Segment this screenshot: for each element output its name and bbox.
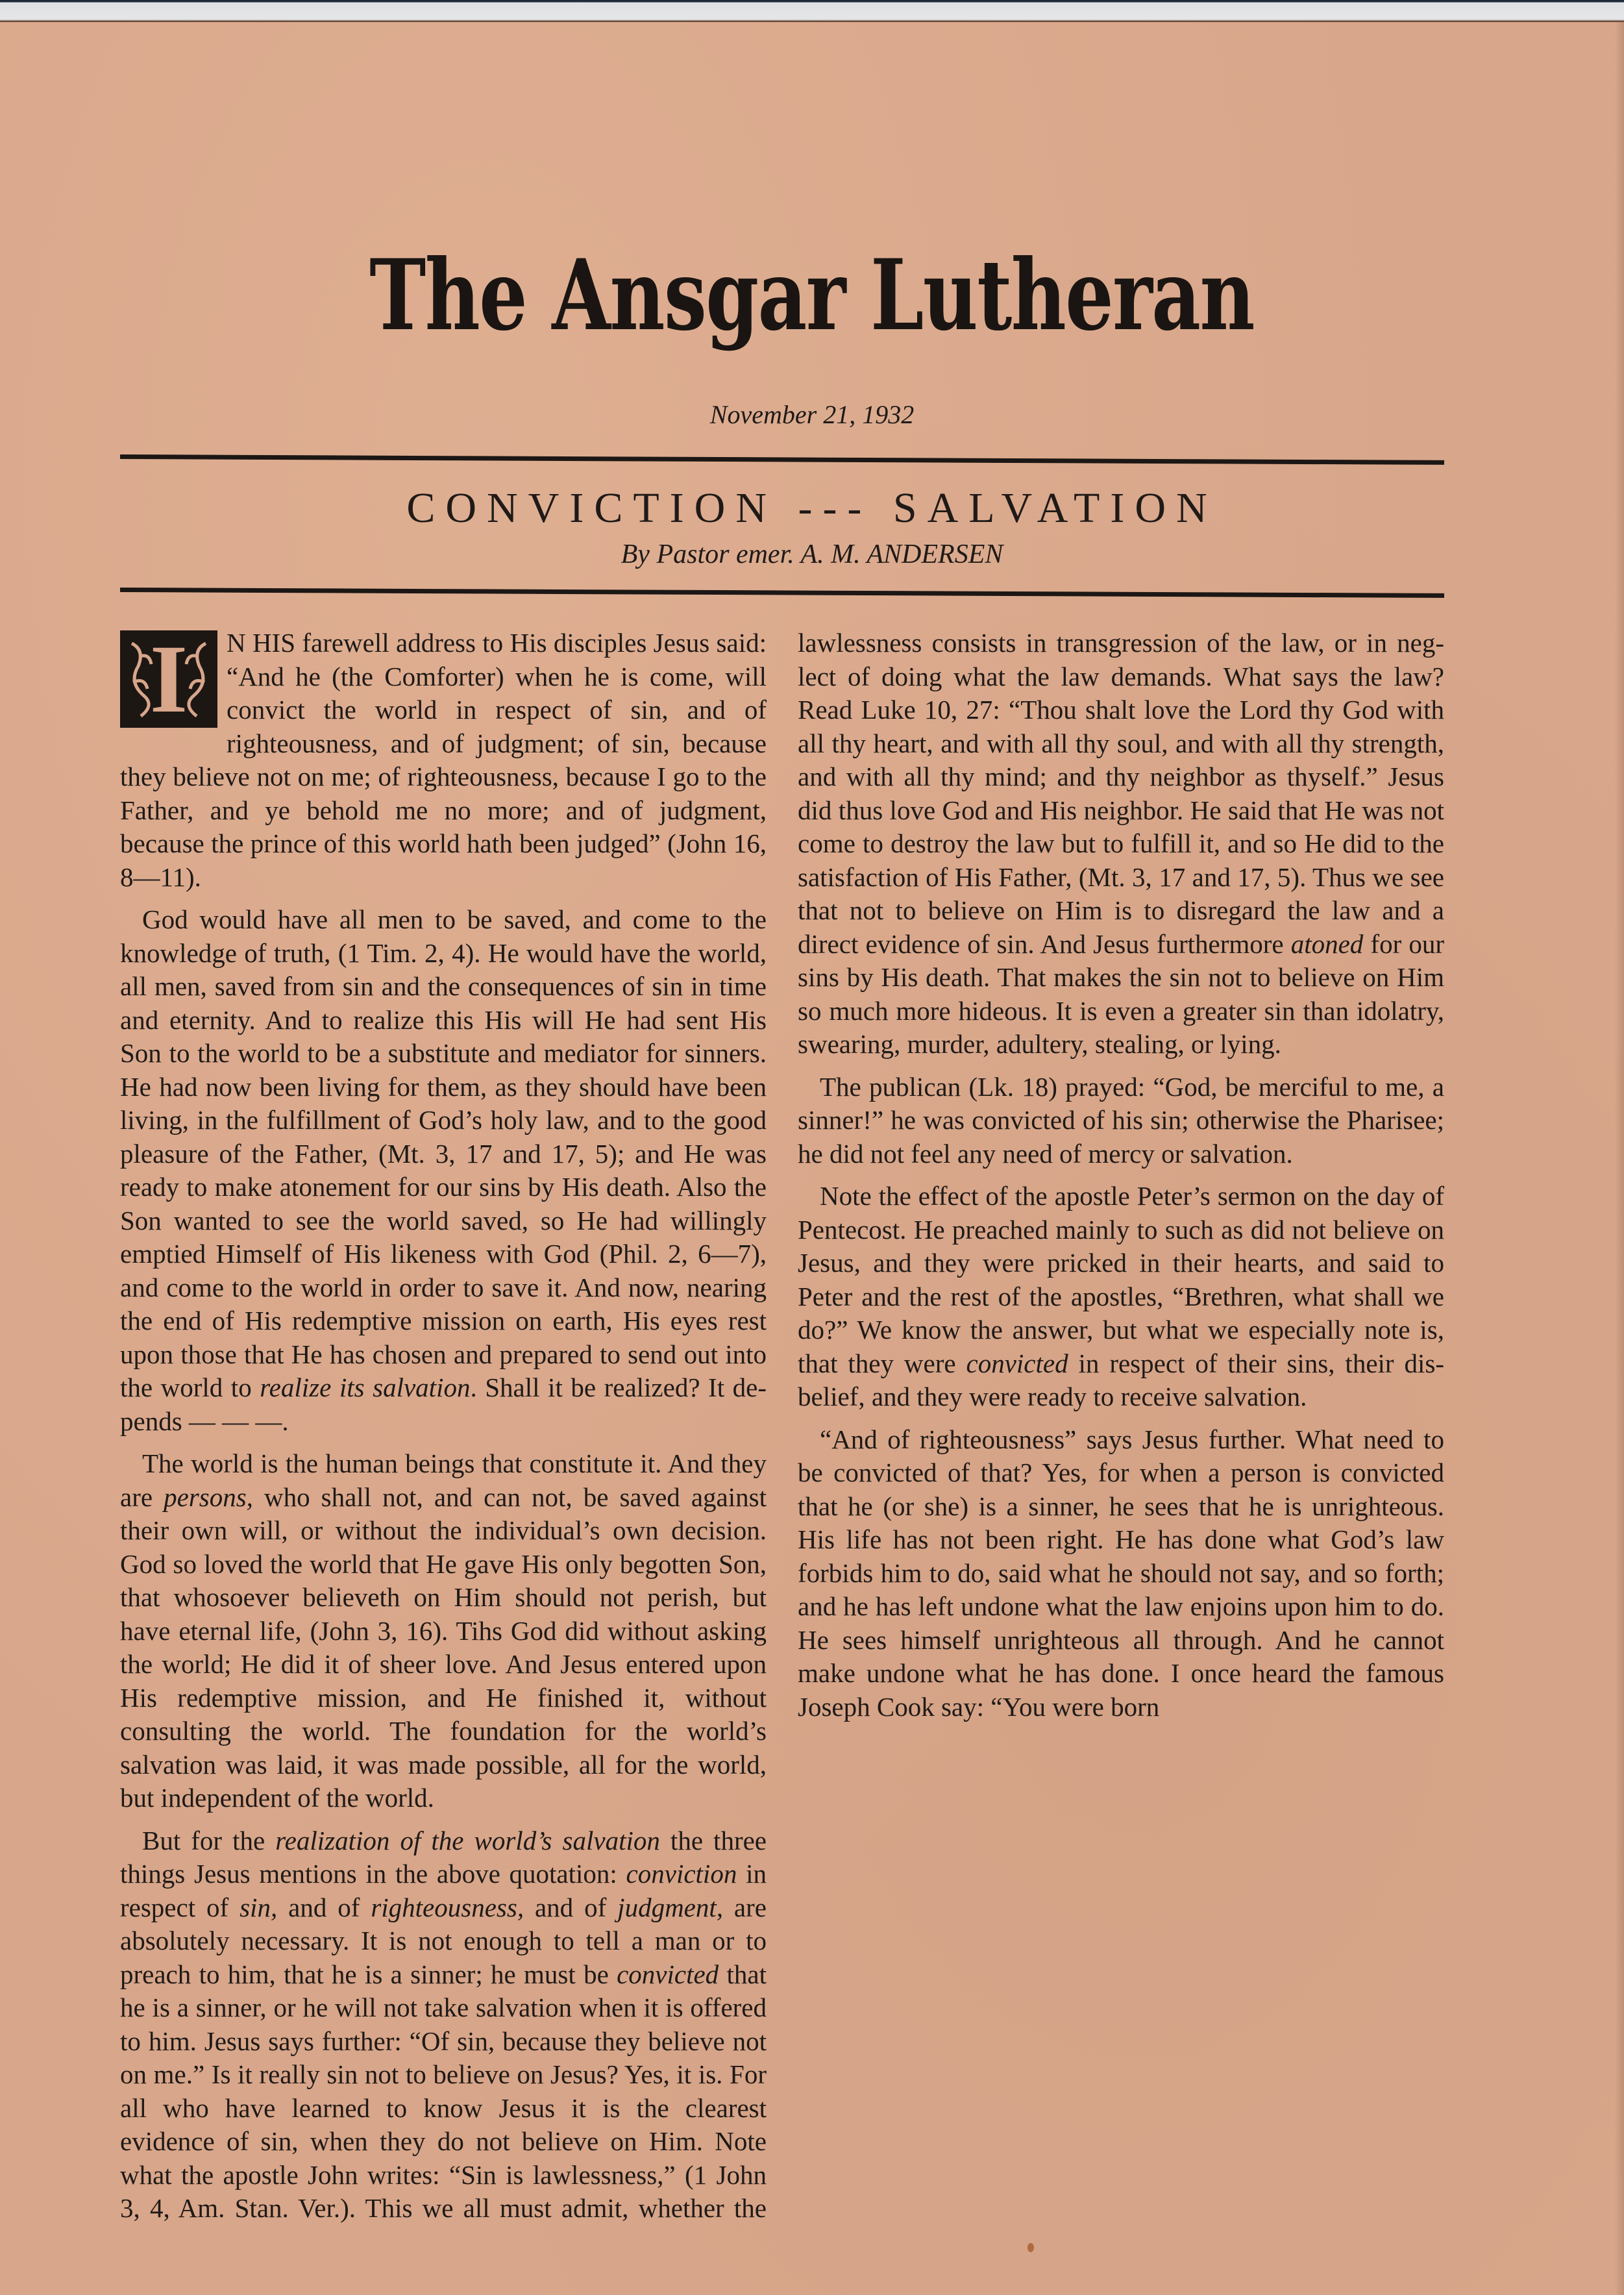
body-text: The world is the human beings that constitute it. And they are <box>120 1448 767 1512</box>
emphasis-text: righteousness, <box>371 1892 524 1922</box>
article-byline: By Pastor emer. A. M. ANDERSEN <box>621 540 1003 569</box>
emphasis-text: atoned <box>1290 928 1364 959</box>
body-text: But for the <box>142 1825 276 1855</box>
body-text: . Shall it be realized? It depends — — —. <box>120 1372 767 1436</box>
article-paragraph <box>798 1180 1444 1414</box>
body-text: the three things Jesus mentions in the above quotation: <box>120 1825 767 1889</box>
drop-cap-letter: I <box>149 625 188 733</box>
emphasis-text: realize its salvation <box>260 1372 471 1402</box>
body-text: Note the effect of the apostle Peter’s sermon on the day of Pentecost. He preached mainly to such as did not believe on Jesus, and they were pricked in their hearts, and said to Peter and the rest of the apostles, “Brethren, what shall we do?” We know the answer, but what we especially note is, that they were <box>798 1181 1444 1378</box>
ornamental-drop-cap <box>120 625 217 733</box>
body-text: “And of righteousness” says Jesus further. What need to be convicted of that? Yes, for when a person is convicted that he (or she) is a sinner, he sees that he is unrighteous. His life has not been right. He has done what God’s law forbids him to do, said what he should not say, and so forth; and he has left undone what the law enjoins upon him to do. He sees himself unrighteous all through. And he cannot make undone what he has done. I once heard the famous Joseph Cook say: “You were born <box>798 1424 1444 1722</box>
article-body <box>120 626 1444 2237</box>
emphasis-text: realization of the world’s salvation <box>275 1825 660 1855</box>
masthead-title: The Ansgar Lutheran <box>369 238 1255 353</box>
body-text: that he is a sinner, or he will not take salvation when it is offered to him. Jesus says further: “Of sin, because they believe not on me.” Is it really sin not to believe on Jesus? Yes, it is. For all who have learned to know Jesus it is the clearest evidence of sin, when they do not believe on Him. Note what the apostle John writes: “Sin is lawlessness,” (1 John 3, 4, Am. Stan. Ver.). This we all must admit, whether the lawlessness consists in transgression of the law, or in neglect of doing what the law demands. What says the law? Read Luke 10, 27: “Thou shalt love the Lord thy God with all thy heart, and with all thy soul, and with all thy strength, and with all thy mind; and thy neighbor as thyself.” Jesus did thus love God and His neighbor. He said that He was not come to destroy the law but to fulfill it, and so He did to the satisfaction of His Father, (Mt. 3, 17 and 17, 5). Thus we see that not to believe on Him is to disregard the law and a direct evidence of sin. And Jesus furthermore <box>120 628 1444 2223</box>
emphasis-text: convicted <box>966 1348 1068 1378</box>
paper-stain <box>1027 2243 1034 2252</box>
article-paragraph <box>120 1447 767 1815</box>
body-text: for our sins by His death. That makes the sin not to believe on Him so much more hideous. It is even a greater sin than idolatry, swearing, murder, adultery, stealing, or lying. <box>798 928 1444 1059</box>
article-paragraph <box>798 1423 1444 1724</box>
body-text: in respect of <box>120 1859 767 1922</box>
body-text: who shall not, and can not, be saved against their own will, or without the individual’s own decision. God so loved the world that He gave His only begotten Son, that whosoever believeth on Him should not perish, but have eternal life, (John 3, 16). Tihs God did without asking the world; He did it of sheer love. And Jesus entered upon His redemptive mission, and He finished it, without consulting the world. The foundation for the world’s salvation was laid, it was made possible, all for the world, but independent of the world. <box>120 1482 767 1813</box>
body-text: God would have all men to be saved, and come to the knowledge of truth, (1 Tim. 2, 4). He would have the world, all men, saved from sin and the consequences of sin in time and eternity. And to realize this His will He had sent His Son to the world to be a substitute and mediator for sinners. He had now been living for them, as they should have been living, in the fulfillment of God’s holy law, and to the good pleasure of the Father, (Mt. 3, 17 and 17, 5); and He was ready to make atonement for our sins by His death. Also the Son wanted to see the world saved, so He had willingly emptied Himself of His likeness with God (Phil. 2, 6—7), and come to the world in order to save it. And now, nearing the end of His redemptive mission on earth, His eyes rest upon those that He has chosen and prepared to send out into the world to <box>120 904 767 1402</box>
emphasis-text: conviction <box>626 1859 737 1889</box>
article-paragraph <box>798 1071 1444 1171</box>
body-text: are absolutely necessary. It is not enough to tell a man or to preach to him, that he is a sinner; he must be <box>120 1892 767 1989</box>
article-paragraph <box>120 626 767 894</box>
article-paragraph <box>120 903 767 1438</box>
emphasis-text: sin, <box>240 1892 278 1922</box>
article-title: CONVICTION --- SALVATION <box>406 484 1218 532</box>
emphasis-text: judgment, <box>617 1892 724 1922</box>
emphasis-text: convicted <box>617 1959 719 1989</box>
issue-date: November 21, 1932 <box>709 400 915 429</box>
body-text: N HIS farewell address to His disciples Jesus said: “And he (the Comforter) when he is come, will convict the world in respect of sin, and of righteousness, and of judgment; of sin, because they believe not on me; of righteousness, because I go to the Father, and ye behold me no more; and of judgment, because the prince of this world hath been judged” (John 16, 8—11). <box>120 628 767 892</box>
body-text: and of <box>524 1892 618 1922</box>
body-text: and of <box>277 1892 371 1922</box>
paper-edge-shadow <box>1615 22 1624 2295</box>
body-text: in respect of their sins, their disbelief, and they were ready to receive salvation. <box>798 1348 1444 1411</box>
emphasis-text: persons, <box>164 1482 253 1512</box>
scanner-edge <box>0 0 1624 22</box>
masthead <box>0 238 1624 353</box>
body-text: The publican (Lk. 18) prayed: “God, be merciful to me, a sinner!” he was convicted of his sin; otherwise the Pharisee; he did not feel any need of mercy or salvation. <box>798 1071 1444 1169</box>
